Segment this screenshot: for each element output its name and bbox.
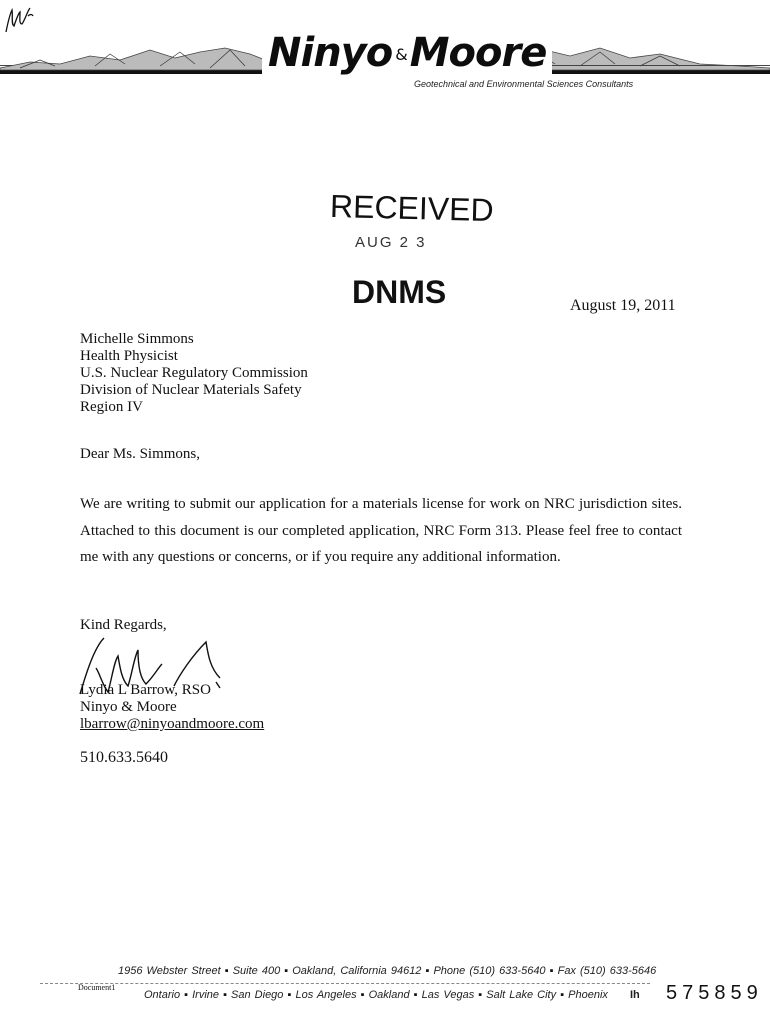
letter-body: We are writing to submit our application for a materials license for work on NRC jurisdiction sites. Attached to this document is our completed application, NRC Form 313. Please feel free to contact me with any questions or concerns, or if you require any additional information.	[80, 496, 682, 565]
recipient-region: Region IV	[80, 399, 143, 415]
received-stamp-date: AUG 2 3	[355, 234, 427, 251]
signature-block	[80, 682, 264, 733]
recipient-org: U.S. Nuclear Regulatory Commission	[80, 365, 308, 381]
footer-offices: Ontario ▪ Irvine ▪ San Diego ▪ Los Angeles ▪ Oakland ▪ Las Vegas ▪ Salt Lake City ▪ Phoenix Ih	[144, 989, 640, 1001]
salutation: Dear Ms. Simmons,	[80, 446, 200, 462]
document-label: Document1	[78, 983, 116, 992]
footer-divider	[40, 983, 650, 985]
closing: Kind Regards,	[80, 617, 167, 633]
recipient-name: Michelle Simmons	[80, 331, 194, 347]
signer-company: Ninyo & Moore	[80, 699, 177, 715]
recipient-address	[80, 331, 308, 416]
company-logo: Ninyo &Moore	[262, 30, 552, 78]
recipient-division: Division of Nuclear Materials Safety	[80, 382, 302, 398]
signer-phone: 510.633.5640	[80, 749, 168, 766]
received-stamp: RECEIVED	[329, 187, 495, 229]
footer-address: 1956 Webster Street ▪ Suite 400 ▪ Oakland, California 94612 ▪ Phone (510) 633-5640 ▪ Fax (510) 633-5646	[118, 965, 657, 977]
signer-email-link[interactable]: lbarrow@ninyoandmoore.com	[80, 716, 265, 732]
letter-date: August 19, 2011	[570, 297, 676, 314]
document-number: 575859	[666, 982, 763, 1004]
received-stamp-office: DNMS	[352, 274, 447, 310]
signer-name: Lydia L Barrow, RSO	[80, 682, 211, 698]
company-tagline: Geotechnical and Environmental Sciences Consultants	[414, 79, 634, 89]
handwritten-initials	[2, 2, 36, 36]
recipient-title: Health Physicist	[80, 348, 178, 364]
footer-mark: Ih	[629, 989, 640, 1001]
